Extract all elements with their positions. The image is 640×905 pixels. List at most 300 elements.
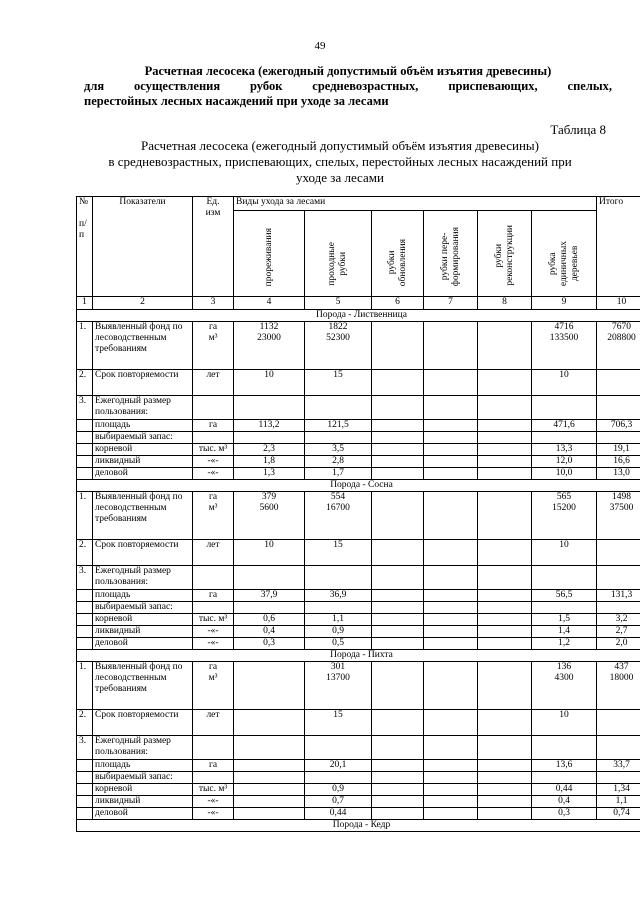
value-passage-cuttings: 1,7 — [305, 468, 372, 480]
value-passage-cuttings: 36,9 — [305, 590, 372, 602]
value-passage-cuttings: 0,7 — [305, 796, 372, 808]
value-passage-cuttings: 15 — [305, 370, 372, 396]
value-passage-cuttings: 0,9 — [305, 626, 372, 638]
value-single-tree: 56,5 — [532, 590, 597, 602]
row-label: деловой — [93, 808, 193, 820]
row-label: Ежегодный размер пользования: — [93, 566, 193, 590]
value-total — [597, 540, 640, 566]
value-total: 2,7 — [597, 626, 640, 638]
value-renewal — [372, 420, 424, 432]
value-reformation — [424, 602, 478, 614]
value-single-tree: 10 — [532, 710, 597, 736]
value-single-tree: 1,2 — [532, 638, 597, 650]
value-thinning — [234, 796, 305, 808]
row-label: площадь — [93, 760, 193, 772]
value-single-tree: 1,4 — [532, 626, 597, 638]
value-reformation — [424, 808, 478, 820]
row-label: Срок повторяемости — [93, 540, 193, 566]
header-total: Итого — [597, 197, 640, 297]
table-row — [77, 808, 640, 820]
value-reconstruction — [478, 710, 532, 736]
empty-cell — [372, 566, 424, 590]
table-row — [77, 638, 640, 650]
row-unit: га — [193, 590, 234, 602]
table-row — [77, 736, 640, 760]
table-row — [77, 492, 640, 540]
row-number — [77, 614, 93, 626]
value-reconstruction — [478, 468, 532, 480]
row-number: 2. — [77, 540, 93, 566]
value-thinning: 10 — [234, 370, 305, 396]
value-reconstruction — [478, 808, 532, 820]
value-single-tree: 0,44 — [532, 784, 597, 796]
value-reformation — [424, 626, 478, 638]
row-unit: га — [193, 420, 234, 432]
heading-line-3: перестойных лесных насаждений при уходе за лесами — [84, 94, 389, 108]
row-label: корневой — [93, 614, 193, 626]
value-total: 7670 208800 — [597, 322, 640, 370]
value-reconstruction — [478, 492, 532, 540]
header-care-types-group: Виды ухода за лесами — [234, 197, 597, 211]
value-thinning: 0,3 — [234, 638, 305, 650]
value-passage-cuttings: 301 13700 — [305, 662, 372, 710]
row-unit: -«- — [193, 456, 234, 468]
value-single-tree: 10 — [532, 540, 597, 566]
row-number: 3. — [77, 566, 93, 590]
row-label: Срок повторяемости — [93, 710, 193, 736]
value-thinning — [234, 808, 305, 820]
value-reformation — [424, 760, 478, 772]
value-reformation — [424, 710, 478, 736]
value-reformation — [424, 370, 478, 396]
value-reconstruction — [478, 638, 532, 650]
row-label: Выявленный фонд по лесоводственным требованиям — [93, 492, 193, 540]
section-title-row — [77, 650, 640, 662]
row-unit: га м³ — [193, 662, 234, 710]
value-passage-cuttings: 15 — [305, 540, 372, 566]
table-row — [77, 760, 640, 772]
row-number: 1. — [77, 492, 93, 540]
value-thinning: 37,9 — [234, 590, 305, 602]
value-reconstruction — [478, 602, 532, 614]
row-unit — [193, 772, 234, 784]
table-row — [77, 468, 640, 480]
value-reformation — [424, 420, 478, 432]
value-total: 2,0 — [597, 638, 640, 650]
row-label: ликвидный — [93, 796, 193, 808]
value-reformation — [424, 322, 478, 370]
value-thinning: 1,8 — [234, 456, 305, 468]
table-row — [77, 566, 640, 590]
value-thinning: 2,3 — [234, 444, 305, 456]
table-row — [77, 322, 640, 370]
table-row — [77, 590, 640, 602]
row-unit: тыс. м³ — [193, 784, 234, 796]
value-total: 16,6 — [597, 456, 640, 468]
column-number: 8 — [478, 297, 532, 310]
row-number: 3. — [77, 736, 93, 760]
value-thinning — [234, 760, 305, 772]
row-label: Срок повторяемости — [93, 370, 193, 396]
value-single-tree: 4716 133500 — [532, 322, 597, 370]
row-label: деловой — [93, 468, 193, 480]
allowable-cut-table — [76, 196, 640, 832]
row-unit: тыс. м³ — [193, 614, 234, 626]
empty-cell — [424, 566, 478, 590]
value-thinning: 10 — [234, 540, 305, 566]
row-label: выбираемый запас: — [93, 772, 193, 784]
value-reformation — [424, 796, 478, 808]
value-single-tree: 136 4300 — [532, 662, 597, 710]
empty-cell — [305, 736, 372, 760]
empty-cell — [234, 736, 305, 760]
value-reformation — [424, 540, 478, 566]
column-number: 10 — [597, 297, 640, 310]
row-label: выбираемый запас: — [93, 602, 193, 614]
value-reconstruction — [478, 772, 532, 784]
value-total: 1,1 — [597, 796, 640, 808]
row-number — [77, 760, 93, 772]
value-total: 33,7 — [597, 760, 640, 772]
row-label: деловой — [93, 638, 193, 650]
value-reformation — [424, 444, 478, 456]
value-reconstruction — [478, 626, 532, 638]
value-thinning — [234, 710, 305, 736]
value-thinning: 1132 23000 — [234, 322, 305, 370]
header-type-passage-cuttings: проходные рубки — [305, 211, 372, 297]
row-unit: лет — [193, 370, 234, 396]
value-reformation — [424, 492, 478, 540]
empty-cell — [597, 566, 640, 590]
value-passage-cuttings: 15 — [305, 710, 372, 736]
value-reconstruction — [478, 796, 532, 808]
table-row — [77, 540, 640, 566]
value-reformation — [424, 784, 478, 796]
section-title-row — [77, 480, 640, 492]
value-total — [597, 602, 640, 614]
value-thinning: 1,3 — [234, 468, 305, 480]
value-renewal — [372, 540, 424, 566]
value-single-tree — [532, 772, 597, 784]
value-renewal — [372, 370, 424, 396]
heading-line-1: Расчетная лесосека (ежегодный допустимый объём изъятия древесины) — [144, 64, 552, 78]
empty-cell — [372, 396, 424, 420]
value-single-tree: 565 15200 — [532, 492, 597, 540]
value-renewal — [372, 468, 424, 480]
value-single-tree: 471,6 — [532, 420, 597, 432]
value-passage-cuttings: 0,5 — [305, 638, 372, 650]
value-thinning — [234, 772, 305, 784]
value-reconstruction — [478, 540, 532, 566]
value-renewal — [372, 432, 424, 444]
header-num: № п/ п — [77, 197, 93, 297]
row-unit: га м³ — [193, 322, 234, 370]
row-unit: -«- — [193, 808, 234, 820]
row-number — [77, 456, 93, 468]
value-reconstruction — [478, 784, 532, 796]
column-number: 9 — [532, 297, 597, 310]
value-passage-cuttings: 1822 52300 — [305, 322, 372, 370]
caption-line-3: уходе за лесами — [296, 170, 384, 185]
value-total: 3,2 — [597, 614, 640, 626]
value-reconstruction — [478, 590, 532, 602]
row-label: ликвидный — [93, 626, 193, 638]
value-reconstruction — [478, 760, 532, 772]
row-label: корневой — [93, 784, 193, 796]
value-renewal — [372, 808, 424, 820]
value-renewal — [372, 456, 424, 468]
value-thinning: 379 5600 — [234, 492, 305, 540]
value-single-tree — [532, 602, 597, 614]
table-row — [77, 796, 640, 808]
row-number — [77, 468, 93, 480]
empty-cell — [478, 396, 532, 420]
caption-line-1: Расчетная лесосека (ежегодный допустимый объём изъятия древесины) — [141, 138, 539, 153]
value-passage-cuttings — [305, 602, 372, 614]
empty-cell — [234, 396, 305, 420]
row-unit: га м³ — [193, 492, 234, 540]
table-number: Таблица 8 — [550, 122, 606, 137]
empty-cell — [193, 736, 234, 760]
value-renewal — [372, 638, 424, 650]
section-title: Порода - Лиственница — [77, 310, 640, 322]
value-total: 0,74 — [597, 808, 640, 820]
table-row — [77, 602, 640, 614]
value-reformation — [424, 432, 478, 444]
row-unit: -«- — [193, 626, 234, 638]
value-total: 1498 37500 — [597, 492, 640, 540]
empty-cell — [372, 736, 424, 760]
header-type-single-tree-cutting: рубка единичных деревьев — [532, 211, 597, 297]
empty-cell — [424, 396, 478, 420]
value-passage-cuttings: 2,8 — [305, 456, 372, 468]
row-unit: га — [193, 760, 234, 772]
row-unit: тыс. м³ — [193, 444, 234, 456]
value-reformation — [424, 590, 478, 602]
row-label: ликвидный — [93, 456, 193, 468]
row-number — [77, 590, 93, 602]
value-single-tree: 10 — [532, 370, 597, 396]
row-unit: -«- — [193, 796, 234, 808]
column-number: 7 — [424, 297, 478, 310]
section-title: Порода - Сосна — [77, 480, 640, 492]
value-reconstruction — [478, 322, 532, 370]
table-row — [77, 420, 640, 432]
empty-cell — [193, 396, 234, 420]
value-passage-cuttings: 0,9 — [305, 784, 372, 796]
row-number — [77, 638, 93, 650]
table-caption — [70, 138, 610, 186]
empty-cell — [305, 566, 372, 590]
row-number — [77, 626, 93, 638]
table-row — [77, 614, 640, 626]
row-unit — [193, 602, 234, 614]
value-reconstruction — [478, 662, 532, 710]
row-number — [77, 772, 93, 784]
row-label: выбираемый запас: — [93, 432, 193, 444]
empty-cell — [532, 396, 597, 420]
value-total — [597, 772, 640, 784]
empty-cell — [597, 396, 640, 420]
column-number: 6 — [372, 297, 424, 310]
value-thinning: 0,6 — [234, 614, 305, 626]
value-reconstruction — [478, 432, 532, 444]
table-row — [77, 370, 640, 396]
value-passage-cuttings: 121,5 — [305, 420, 372, 432]
value-renewal — [372, 760, 424, 772]
value-reformation — [424, 772, 478, 784]
row-number — [77, 432, 93, 444]
value-reconstruction — [478, 420, 532, 432]
value-reconstruction — [478, 456, 532, 468]
value-renewal — [372, 444, 424, 456]
header-indicators: Показатели — [93, 197, 193, 297]
value-total — [597, 432, 640, 444]
table-row — [77, 444, 640, 456]
value-thinning — [234, 432, 305, 444]
value-single-tree — [532, 432, 597, 444]
heading-line-2: для осуществления рубок средневозрастных, приспевающих, спелых, — [84, 79, 612, 93]
table-row — [77, 456, 640, 468]
value-reformation — [424, 456, 478, 468]
column-number: 4 — [234, 297, 305, 310]
document-heading — [84, 64, 612, 109]
value-thinning — [234, 784, 305, 796]
value-total: 437 18000 — [597, 662, 640, 710]
row-unit: лет — [193, 710, 234, 736]
value-passage-cuttings: 1,1 — [305, 614, 372, 626]
row-number: 1. — [77, 662, 93, 710]
value-reconstruction — [478, 444, 532, 456]
value-renewal — [372, 796, 424, 808]
header-type-renewal-cuttings: рубки обновления — [372, 211, 424, 297]
empty-cell — [532, 566, 597, 590]
empty-cell — [478, 736, 532, 760]
value-single-tree: 12,0 — [532, 456, 597, 468]
value-passage-cuttings: 3,5 — [305, 444, 372, 456]
section-title-row — [77, 820, 640, 832]
value-total: 1,34 — [597, 784, 640, 796]
value-reformation — [424, 468, 478, 480]
table-row — [77, 772, 640, 784]
value-single-tree: 0,4 — [532, 796, 597, 808]
value-renewal — [372, 662, 424, 710]
empty-cell — [597, 736, 640, 760]
value-total: 131,3 — [597, 590, 640, 602]
row-number — [77, 602, 93, 614]
row-number: 3. — [77, 396, 93, 420]
value-passage-cuttings: 554 16700 — [305, 492, 372, 540]
value-renewal — [372, 492, 424, 540]
value-total: 13,0 — [597, 468, 640, 480]
row-unit: -«- — [193, 468, 234, 480]
value-thinning: 113,2 — [234, 420, 305, 432]
row-label: Ежегодный размер пользования: — [93, 736, 193, 760]
value-renewal — [372, 772, 424, 784]
value-total: 706,3 — [597, 420, 640, 432]
table-row — [77, 432, 640, 444]
value-passage-cuttings — [305, 772, 372, 784]
page-number: 49 — [314, 40, 326, 52]
value-renewal — [372, 322, 424, 370]
value-passage-cuttings: 20,1 — [305, 760, 372, 772]
column-number: 5 — [305, 297, 372, 310]
section-title-row — [77, 310, 640, 322]
row-number: 2. — [77, 370, 93, 396]
column-number: 1 — [77, 297, 93, 310]
value-reformation — [424, 638, 478, 650]
empty-cell — [478, 566, 532, 590]
column-number: 3 — [193, 297, 234, 310]
header-unit: Ед. изм — [193, 197, 234, 297]
value-passage-cuttings — [305, 432, 372, 444]
row-label: площадь — [93, 590, 193, 602]
header-type-thinning: прореживания — [234, 211, 305, 297]
row-label: Выявленный фонд по лесоводственным требованиям — [93, 322, 193, 370]
value-renewal — [372, 626, 424, 638]
value-single-tree: 1,5 — [532, 614, 597, 626]
value-reconstruction — [478, 614, 532, 626]
value-total: 19,1 — [597, 444, 640, 456]
value-reconstruction — [478, 370, 532, 396]
value-single-tree: 0,3 — [532, 808, 597, 820]
table-row — [77, 662, 640, 710]
empty-cell — [234, 566, 305, 590]
row-number — [77, 808, 93, 820]
row-number: 2. — [77, 710, 93, 736]
table-row — [77, 710, 640, 736]
value-thinning — [234, 602, 305, 614]
row-label: Выявленный фонд по лесоводственным требованиям — [93, 662, 193, 710]
row-number: 1. — [77, 322, 93, 370]
value-reformation — [424, 662, 478, 710]
section-title: Порода - Кедр — [77, 820, 640, 832]
column-numbers-row — [77, 297, 640, 310]
column-number: 2 — [93, 297, 193, 310]
caption-line-2: в средневозрастных, приспевающих, спелых, перестойных лесных насаждений при — [108, 154, 572, 169]
value-renewal — [372, 784, 424, 796]
row-number — [77, 796, 93, 808]
row-number — [77, 784, 93, 796]
value-thinning — [234, 662, 305, 710]
value-total — [597, 710, 640, 736]
value-total — [597, 370, 640, 396]
value-reformation — [424, 614, 478, 626]
row-number — [77, 444, 93, 456]
value-passage-cuttings: 0,44 — [305, 808, 372, 820]
table-row — [77, 784, 640, 796]
empty-cell — [532, 736, 597, 760]
empty-cell — [193, 566, 234, 590]
value-renewal — [372, 590, 424, 602]
section-title: Порода - Пихта — [77, 650, 640, 662]
header-type-reconstruction-cuttings: рубки реконструкции — [478, 211, 532, 297]
value-single-tree: 10,0 — [532, 468, 597, 480]
table-row — [77, 626, 640, 638]
empty-cell — [305, 396, 372, 420]
row-label: Ежегодный размер пользования: — [93, 396, 193, 420]
value-single-tree: 13,6 — [532, 760, 597, 772]
value-single-tree: 13,3 — [532, 444, 597, 456]
value-renewal — [372, 602, 424, 614]
row-unit: -«- — [193, 638, 234, 650]
header-type-reformation-cuttings: рубки пере- формирования — [424, 211, 478, 297]
row-label: корневой — [93, 444, 193, 456]
value-renewal — [372, 614, 424, 626]
row-unit — [193, 432, 234, 444]
row-number — [77, 420, 93, 432]
row-label: площадь — [93, 420, 193, 432]
